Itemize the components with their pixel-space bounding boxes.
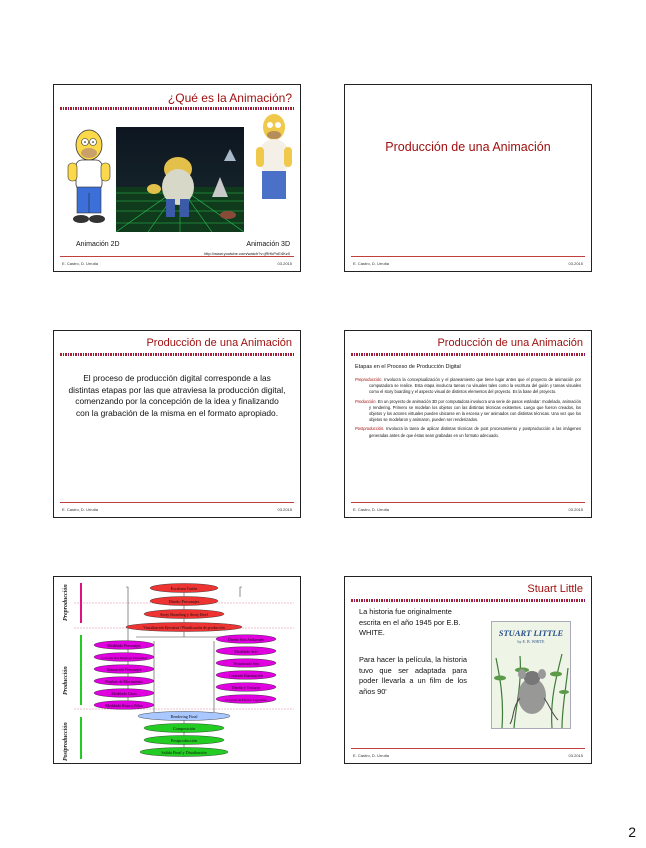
- flow-node-label: Modelado Ropa y Pelos: [105, 704, 143, 708]
- flow-node-label: Postproducción: [170, 738, 198, 743]
- footer-authors: E. Castro, D. Urrutia: [353, 261, 390, 266]
- label-2d: Animación 2D: [76, 241, 120, 248]
- flow-node-label: Diseño Personajes: [168, 599, 200, 604]
- footer-rule: [351, 748, 585, 749]
- stages-list: [355, 377, 581, 439]
- slide-production-stages: [344, 330, 592, 518]
- slide-what-is-animation: [53, 84, 301, 272]
- stage-label: Preproducción: [63, 584, 69, 621]
- slide-title: Producción de una Animación: [385, 140, 551, 154]
- footer-date: 03.2015: [568, 507, 583, 512]
- stage-description: . Involucra la tarea de aplicar distintas técnicas de post procesamiento y postproducción a las imágenes generadas antes de que éstas sean grabadas en un formato adecuado.: [369, 426, 581, 438]
- homer-3d-standing-image: [252, 113, 296, 205]
- flow-node-label: Diseño y Texturas: [231, 686, 261, 690]
- stage-description: . Involucra la conceptualización y el planeamiento que tiene lugar antes que el proyecto de animación por computadora se realice. Esta etapa involucra tareas no visuales tales como la escritura del guión y tareas visuales como el story boarding y el aspecto visual de distintos elementos del proyecto. Es la base del proyecto.: [369, 377, 581, 395]
- homer-2d-image: [64, 127, 114, 227]
- label-3d: Animación 3D: [246, 241, 290, 248]
- stage-label: Producción: [63, 666, 69, 695]
- slide-title: Producción de una Animación: [146, 337, 292, 349]
- slide-title: Producción de una Animación: [437, 337, 583, 349]
- flow-node-label: Story Boarding y Story Reel: [160, 612, 208, 617]
- flow-node-label: Modelado Caras: [111, 692, 137, 696]
- slide-title: Stuart Little: [527, 583, 583, 595]
- footer-rule: [351, 256, 585, 257]
- definition-text: El proceso de producción digital corresponde a las distintas etapas por las que atraviesa la producción digital, comenzando por la concepción de la idea y finalizando con la grabación de la misma en el formato apropiado.: [68, 373, 286, 418]
- story-paragraph: La historia fue originalmente escrita en el año 1945 por E.B. WHITE.: [359, 607, 461, 637]
- stage-term: Preproducción: [355, 377, 382, 382]
- stage-bar-postproduction: [80, 717, 82, 759]
- flow-node-label: Rendering Final: [170, 714, 198, 719]
- flow-node-label: Creación Dos Riggings Personajes: [101, 656, 147, 660]
- title-rule: [60, 107, 294, 110]
- flow-node-label: Pruebas de Movimiento: [105, 680, 143, 684]
- production-flowchart: [54, 577, 300, 763]
- flow-node-label: Visualización Ejecutiva / Planificación de producción: [143, 626, 225, 630]
- stage-label: Postproducción: [63, 722, 69, 761]
- book-title: STUART LITTLE: [498, 628, 564, 638]
- flow-node-label: Diseño Sets Ambientes: [227, 638, 265, 642]
- flow-node-label: Modelado Personajes: [107, 644, 141, 648]
- flow-node-label: Animación Personajes: [106, 668, 142, 672]
- stage-term: Producción: [355, 398, 376, 404]
- footer-authors: E. Castro, D. Urrutia: [62, 507, 99, 512]
- adaptation-paragraph: Para hacer la película, la historia tuvo que ser adaptada para poder llevarla a un film de los años 90': [359, 655, 467, 696]
- page-number: 2: [628, 824, 636, 840]
- flow-node-label: Texturizado Sets: [233, 662, 259, 666]
- book-cover-image: [491, 621, 571, 729]
- footer-authors: E. Castro, D. Urrutia: [353, 753, 390, 758]
- book-illustration: [492, 648, 570, 728]
- footer-rule: [60, 502, 294, 503]
- footer-rule: [351, 502, 585, 503]
- stage-term: Postproducción: [355, 426, 384, 432]
- stage-item: [355, 399, 581, 424]
- stage-description: . En un proyecto de animación 3D por computadora involucra una serie de pasos estándar: modelado, animación y rendering. Primero se modelan los objetos con las distintas técnicas existentes. Luego que fueron creados, los objetos y los actores virtuales pueden ubicarse en la escena y ser animados con distintas técnicas. Una vez que los objetos se modelaron y animaron, pueden ser renderizados.: [369, 398, 581, 423]
- source-url[interactable]: http://www.youtube.com/watch?v=jRHkPoE4Kz0: [204, 251, 290, 256]
- footer-date: 03.2015: [568, 753, 583, 758]
- footer-date: 03.2015: [277, 261, 292, 266]
- stage-bar-production: [80, 635, 82, 705]
- flow-node-label: Creación Iluminación: [229, 674, 263, 678]
- footer-rule: [60, 256, 294, 257]
- slide-production-flowchart: [53, 576, 301, 764]
- flow-node-label: Escritura Guión: [170, 586, 198, 591]
- title-rule: [351, 353, 585, 356]
- stage-bar-preproduction: [80, 583, 82, 623]
- stages-subtitle: Etapas en el Proceso de Producción Digital: [355, 364, 461, 370]
- title-rule: [60, 353, 294, 356]
- title-rule: [351, 599, 585, 602]
- footer-authors: E. Castro, D. Urrutia: [62, 261, 99, 266]
- slide-title: ¿Qué es la Animación?: [167, 91, 292, 105]
- footer-authors: E. Castro, D. Urrutia: [353, 507, 390, 512]
- footer-date: 03.2015: [568, 261, 583, 266]
- flow-node-label: Composición: [172, 726, 196, 731]
- flow-node-label: Modelado Sets: [234, 650, 258, 654]
- homer-3d-scene-image: [116, 127, 244, 232]
- stage-item: [355, 377, 581, 396]
- slide-production-title: [344, 84, 592, 272]
- footer-date: 03.2015: [277, 507, 292, 512]
- slide-production-definition: [53, 330, 301, 518]
- slide-stuart-little: [344, 576, 592, 764]
- book-author: by E. B. WHITE: [517, 639, 545, 644]
- stage-item: [355, 426, 581, 438]
- flow-node-label: Creación de Efectos Especiales: [225, 698, 267, 702]
- flow-node-label: Salida Final y Distribución: [161, 750, 207, 755]
